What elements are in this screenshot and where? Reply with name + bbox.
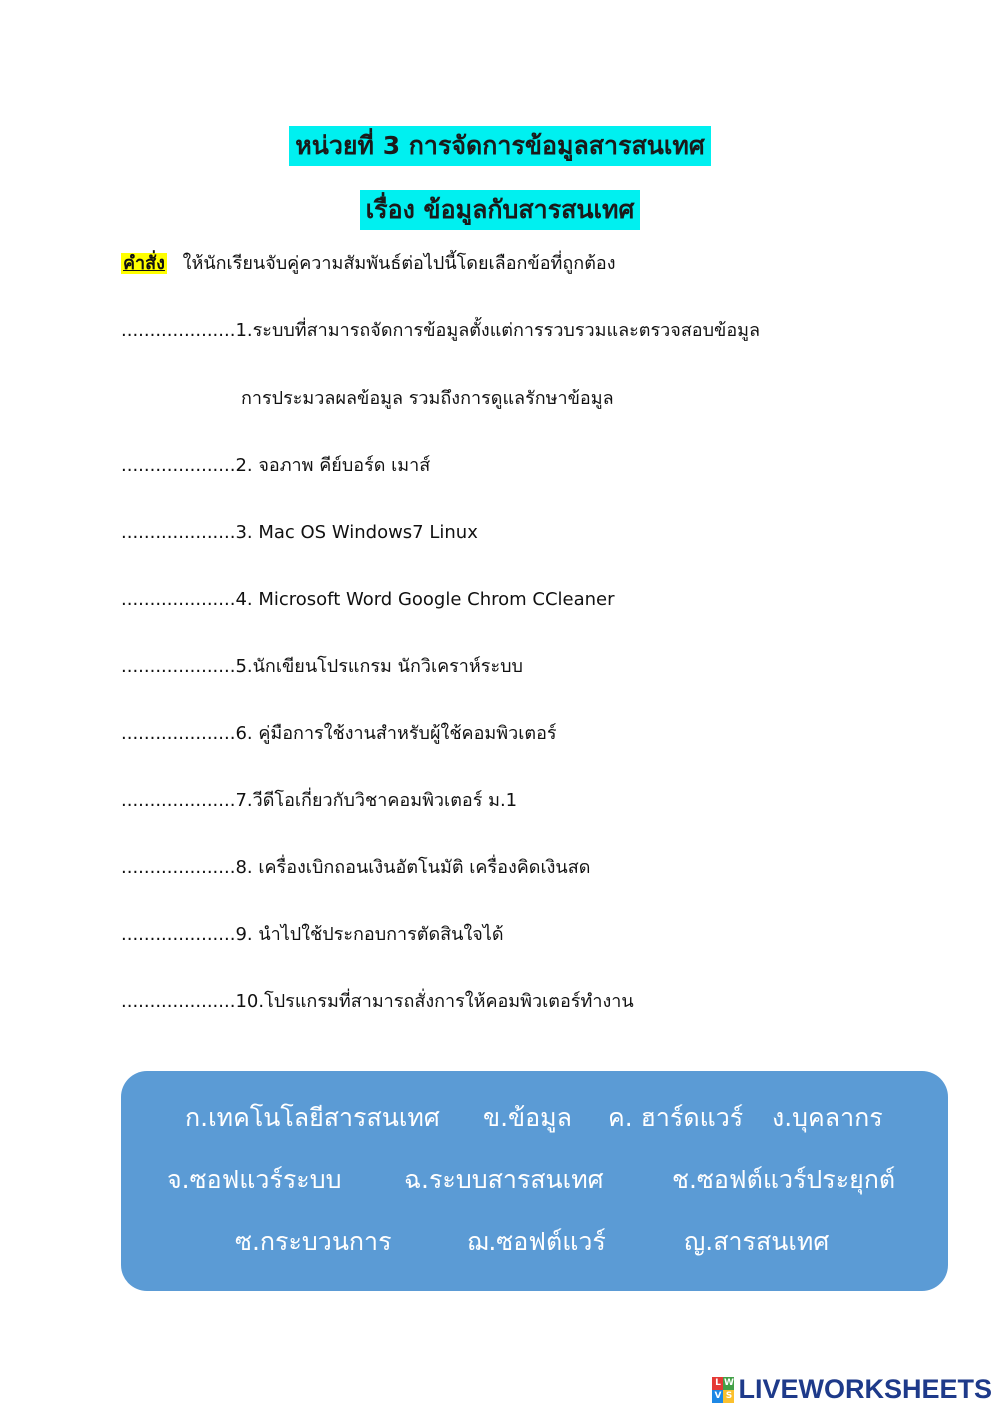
question-7	[121, 788, 517, 814]
question-4	[121, 587, 615, 613]
answer-blank-5[interactable]: ....................	[121, 656, 236, 677]
answer-blank-9[interactable]: ....................	[121, 924, 236, 945]
unit-title	[0, 126, 1000, 166]
answer-blank-4[interactable]: ....................	[121, 589, 236, 610]
liveworksheets-logo	[712, 1374, 992, 1405]
logo-tile: W	[724, 1377, 734, 1388]
instruction-label: คำสั่ง	[123, 253, 165, 274]
unit-title-text: หน่วยที่ 3 การจัดการข้อมูลสารสนเทศ	[289, 126, 711, 166]
question-text-10: 10.โปรแกรมที่สามารถสั่งการให้คอมพิวเตอร์ทำงาน	[235, 991, 634, 1012]
question-text-1: 1.ระบบที่สามารถจัดการข้อมูลตั้งแต่การรวบรวมและตรวจสอบข้อมูล	[235, 320, 761, 341]
choice-chho: ฉ.ระบบสารสนเทศ	[404, 1165, 604, 1194]
choice-ko: ก.เทคโนโลยีสารสนเทศ	[185, 1103, 440, 1132]
question-10	[121, 989, 634, 1015]
question-text-9: 9. นำไปใช้ประกอบการตัดสินใจได้	[235, 924, 504, 945]
instruction	[121, 250, 616, 278]
answer-blank-10[interactable]: ....................	[121, 991, 236, 1012]
choice-so: ซ.กระบวนการ	[235, 1227, 392, 1256]
question-text-7: 7.วีดีโอเกี่ยวกับวิชาคอมพิวเตอร์ ม.1	[235, 790, 518, 811]
question-text-3: 3. Mac OS Windows7 Linux	[235, 522, 478, 543]
lesson-title-text: เรื่อง ข้อมูลกับสารสนเทศ	[360, 190, 641, 230]
answer-blank-8[interactable]: ....................	[121, 857, 236, 878]
question-8	[121, 855, 590, 881]
choice-cho: จ.ซอฟแวร์ระบบ	[167, 1165, 342, 1194]
brand-name: LIVEWORKSHEETS	[738, 1374, 992, 1404]
logo-tile: L	[712, 1377, 723, 1390]
answer-blank-2[interactable]: ....................	[121, 455, 236, 476]
answer-blank-3[interactable]: ....................	[121, 522, 236, 543]
answer-blank-1[interactable]: ....................	[121, 320, 236, 341]
question-1	[121, 318, 760, 344]
choices-box	[121, 1071, 948, 1291]
question-5	[121, 654, 523, 680]
question-text-6: 6. คู่มือการใช้งานสำหรับผู้ใช้คอมพิวเตอร์	[235, 723, 557, 744]
choice-ngo: ง.บุคลากร	[772, 1103, 883, 1132]
choice-cho-chang: ช.ซอฟต์แวร์ประยุกต์	[672, 1165, 896, 1194]
question-text-2: 2. จอภาพ คีย์บอร์ด เมาส์	[235, 455, 431, 476]
instruction-text: ให้นักเรียนจับคู่ความสัมพันธ์ต่อไปนี้โดยเลือกข้อที่ถูกต้อง	[182, 253, 616, 274]
question-6	[121, 721, 557, 747]
choice-kho-khwai: ค. ฮาร์ดแวร์	[608, 1103, 744, 1132]
logo-tile: V	[712, 1390, 723, 1403]
question-1-continuation: การประมวลผลข้อมูล รวมถึงการดูแลรักษาข้อมูล	[241, 388, 614, 409]
question-3	[121, 520, 478, 546]
logo-tile: S	[723, 1390, 734, 1403]
question-text-5: 5.นักเขียนโปรแกรม นักวิเคราห์ระบบ	[235, 656, 523, 677]
choice-yo: ญ.สารสนเทศ	[684, 1227, 830, 1256]
choice-chhoe: ฌ.ซอฟต์แวร์	[467, 1227, 606, 1256]
liveworksheets-icon	[712, 1377, 734, 1403]
answer-blank-7[interactable]: ....................	[121, 790, 236, 811]
question-9	[121, 922, 504, 948]
choice-kho: ข.ข้อมูล	[483, 1103, 572, 1132]
question-text-4: 4. Microsoft Word Google Chrom CCleaner	[235, 589, 615, 610]
question-text-8: 8. เครื่องเบิกถอนเงินอัตโนมัติ เครื่องคิดเงินสด	[235, 857, 591, 878]
answer-blank-6[interactable]: ....................	[121, 723, 236, 744]
question-2	[121, 453, 430, 479]
lesson-title	[0, 190, 1000, 230]
